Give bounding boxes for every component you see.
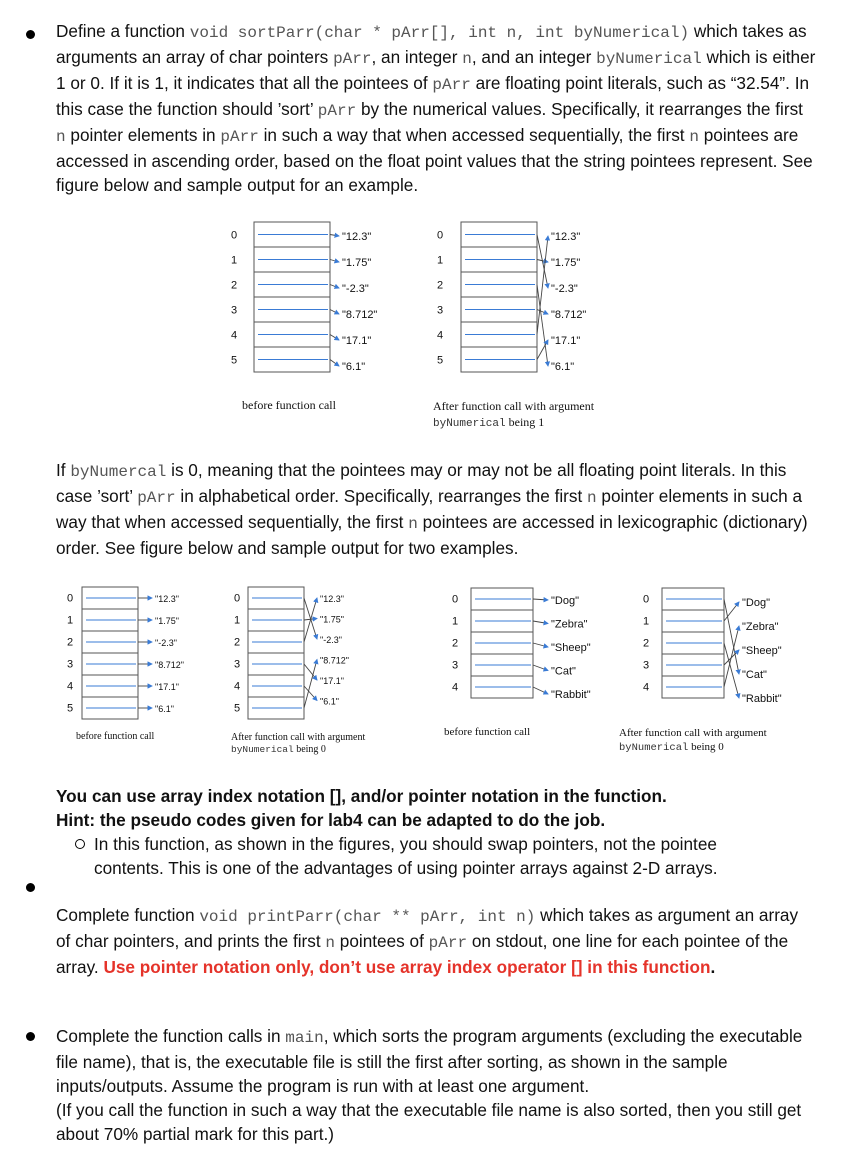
pointee-string: "8.712" — [320, 655, 349, 666]
array-index-label: 1 — [436, 254, 444, 267]
code: n — [408, 515, 418, 533]
text: in alphabetical order. Specifically, rearranges the first — [175, 486, 588, 506]
pointee-string: "8.712" — [551, 309, 587, 321]
array-index-label: 3 — [66, 658, 74, 671]
pointee-string: "Cat" — [551, 665, 576, 678]
array-index-label: 0 — [642, 593, 650, 606]
pointee-string: "1.75" — [342, 257, 372, 269]
array-index-label: 0 — [230, 229, 238, 242]
pointer-arrow — [533, 687, 548, 694]
pointee-string: "Zebra" — [742, 621, 779, 633]
array-index-label: 3 — [642, 659, 650, 672]
pointee-string: "-2.3" — [551, 283, 578, 295]
caption-after-words-arg: byNumerical being 0 — [619, 741, 724, 754]
code: n — [325, 934, 336, 952]
pointer-arrow — [330, 310, 339, 315]
bullet2-paragraph — [56, 903, 816, 979]
array-index-label: 2 — [233, 636, 241, 649]
pointee-string: "6.1" — [155, 704, 174, 714]
array-index-label: 0 — [451, 593, 459, 606]
text: pointees are accessed in ascending order, based on the float point values that the string pointees represent. See figure below and sample output for an example. — [56, 125, 813, 195]
array-index-label: 0 — [436, 229, 444, 242]
red-instruction: Use pointer notation only, don’t use array index operator [] in this function — [103, 957, 711, 977]
pointer-arrow — [330, 260, 339, 263]
pointer-arrow — [304, 686, 317, 701]
text: which takes as argument an array of char pointers, and prints the first — [56, 905, 799, 951]
text: (If you call the function in such a way that the executable file name is also sorted, then you still get about 70% partial mark for this part.) — [56, 1100, 802, 1144]
pointee-string: "Dog" — [742, 597, 770, 609]
text: , which sorts the program arguments (excluding the executable file name), that is, the executable file is still the first after sorting, as shown in the sample inputs/outputs. Assume the program is run with at least one argument. — [56, 1026, 803, 1096]
pointee-string: "12.3" — [155, 594, 179, 604]
bullet3-paragraph — [56, 1024, 816, 1146]
pointee-string: "8.712" — [342, 309, 378, 321]
text: If — [56, 460, 71, 480]
pointee-string: "1.75" — [551, 257, 581, 269]
text: which is either 1 or 0. If it is 1, it indicates that all the pointees of — [56, 47, 816, 93]
figure-alphabetical-sort — [0, 580, 858, 760]
pointee-string: "Sheep" — [742, 645, 782, 657]
text: , an integer — [371, 47, 463, 67]
pointer-arrow — [330, 335, 339, 341]
caption-after-words: After function call with argument — [619, 727, 767, 739]
pointee-string: "17.1" — [551, 335, 581, 347]
text: which takes as arguments an array of char pointers — [56, 21, 807, 67]
pointee-string: "Cat" — [742, 669, 767, 681]
array-index-label: 4 — [66, 680, 74, 693]
pointer-arrow — [724, 643, 739, 698]
swap-pointers-note: In this function, as shown in the figures, you should swap pointers, not the pointee contents. This is one of the advantages of using pointer arrays against 2-D arrays. — [94, 834, 718, 878]
array-index-label: 5 — [436, 354, 444, 367]
pointee-string: "12.3" — [320, 594, 344, 604]
code: pArr — [432, 76, 471, 94]
bullet-dot — [26, 30, 35, 39]
pointee-string: "1.75" — [155, 616, 179, 626]
text: Define a function — [56, 21, 190, 41]
pointer-arrow — [330, 235, 339, 237]
array-index-label: 4 — [230, 329, 238, 342]
pointer-arrow — [537, 285, 548, 367]
caption-after-arg: byNumerical being 1 — [433, 415, 545, 430]
code: byNumerical — [596, 50, 702, 68]
array-index-label: 1 — [230, 254, 238, 267]
array-index-label: 1 — [642, 615, 650, 628]
pointer-arrow — [537, 236, 548, 335]
bullet1-paragraph — [56, 19, 816, 197]
array-index-label: 2 — [451, 637, 459, 650]
pointee-string: "17.1" — [155, 682, 179, 692]
array-index-label: 4 — [436, 329, 444, 342]
code: n — [587, 489, 597, 507]
pointee-string: "6.1" — [551, 361, 575, 373]
pointer-arrow — [533, 643, 548, 647]
array-index-label: 4 — [233, 680, 241, 693]
pointee-string: "-2.3" — [320, 635, 342, 645]
array-index-label: 5 — [66, 702, 74, 715]
pointee-string: "Zebra" — [551, 618, 588, 631]
bullet-dot — [26, 883, 35, 892]
code: n — [462, 50, 472, 68]
code: main — [285, 1029, 324, 1047]
text: . — [710, 957, 716, 977]
array-index-label: 2 — [230, 279, 238, 292]
pointee-string: "Rabbit" — [742, 693, 782, 705]
text: by the numerical values. Specifically, it rearranges the first — [356, 99, 803, 119]
pointer-arrow — [533, 599, 548, 600]
text: Complete the function calls in — [56, 1026, 286, 1046]
code-signature: void printParr(char ** pArr, int n) — [199, 908, 536, 926]
pointee-string: "12.3" — [342, 231, 372, 243]
text: are floating point literals, such as “32.54”. In this case the function should ’sort’ — [56, 73, 810, 119]
pointee-string: "8.712" — [155, 660, 184, 670]
array-index-label: 2 — [66, 636, 74, 649]
array-index-label: 1 — [233, 614, 241, 627]
code-signature: void sortParr(char * pArr[], int n, int byNumerical) — [189, 24, 690, 42]
hint-line-1: You can use array index notation [], and/or pointer notation in the function. — [56, 786, 667, 806]
pointer-arrow — [330, 360, 339, 367]
caption-before-words: before function call — [444, 726, 531, 738]
array-index-label: 2 — [642, 637, 650, 650]
array-index-label: 4 — [642, 681, 650, 694]
text: on stdout, one line for each pointee of the array. — [56, 931, 789, 977]
array-index-label: 4 — [451, 681, 459, 694]
hint-line-2: Hint: the pseudo codes given for lab4 can be adapted to do the job. — [56, 810, 606, 830]
code: pArr — [428, 934, 468, 952]
caption-before-num: before function call — [76, 731, 155, 742]
pointee-string: "17.1" — [342, 335, 372, 347]
text: Complete function — [56, 905, 200, 925]
caption-before: before function call — [242, 398, 336, 412]
array-index-label: 3 — [436, 304, 444, 317]
text: is 0, meaning that the pointees may or may not be all floating point literals. In this case ’sort’ — [56, 460, 787, 506]
caption-after-num: After function call with argument — [231, 732, 366, 743]
text: pointees are accessed in lexicographic (dictionary) order. See figure below and sample output for two examples. — [56, 512, 808, 558]
alphabetical-paragraph — [56, 458, 816, 560]
pointee-string: "Rabbit" — [551, 689, 591, 701]
code: pArr — [137, 489, 176, 507]
array-index-label: 0 — [233, 592, 241, 605]
caption-after-num-arg: byNumerical being 0 — [231, 744, 326, 755]
pointer-arrow — [533, 665, 548, 671]
bullet-dot — [26, 1032, 35, 1041]
array-index-label: 3 — [230, 304, 238, 317]
pointee-string: "-2.3" — [342, 283, 369, 295]
array-index-label: 2 — [436, 279, 444, 292]
code: n — [689, 128, 699, 146]
text: pointer elements in such a way that when accessed sequentially, the first — [56, 486, 803, 532]
pointee-string: "17.1" — [320, 676, 344, 686]
pointee-string: "1.75" — [320, 614, 344, 625]
sub-bullet-circle — [75, 839, 85, 849]
pointer-arrow — [533, 621, 548, 624]
pointee-string: "6.1" — [320, 696, 339, 707]
array-index-label: 5 — [230, 354, 238, 367]
text: pointer elements in — [65, 125, 221, 145]
code: pArr — [317, 102, 357, 120]
array-index-label: 1 — [451, 615, 459, 628]
array-index-label: 5 — [233, 702, 241, 715]
pointer-arrow — [330, 285, 339, 289]
pointee-string: "12.3" — [551, 231, 581, 243]
array-index-label: 1 — [66, 614, 74, 627]
pointee-string: "Dog" — [551, 595, 579, 607]
code: pArr — [220, 128, 259, 146]
array-index-label: 3 — [233, 658, 241, 671]
figure-numerical-sort — [0, 218, 858, 438]
text: in such a way that when accessed sequentially, the first — [258, 125, 690, 145]
code: n — [56, 128, 66, 146]
code: pArr — [333, 50, 372, 68]
pointee-string: "-2.3" — [155, 638, 177, 648]
code: byNumercal — [70, 463, 167, 481]
pointer-arrow — [537, 310, 548, 315]
caption-after: After function call with argument — [433, 399, 595, 413]
text: pointees of — [335, 931, 429, 951]
array-index-label: 3 — [451, 659, 459, 672]
array-index-label: 0 — [66, 592, 74, 605]
pointee-string: "6.1" — [342, 361, 366, 373]
pointee-string: "Sheep" — [551, 642, 591, 654]
text: , and an integer — [471, 47, 592, 67]
